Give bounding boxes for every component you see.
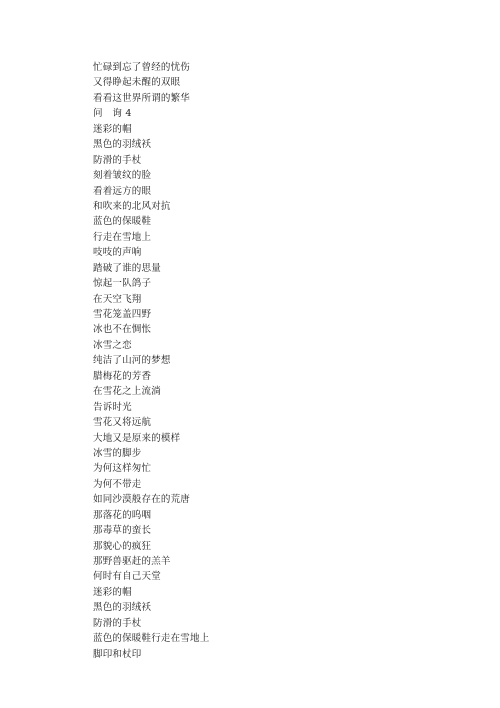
- poem-line: 告诉时光: [93, 401, 132, 413]
- poem-line: 冰雪的脚步: [93, 447, 142, 459]
- poem-line: 蓝色的保暖鞋: [93, 216, 152, 228]
- poem-line: 踏破了谁的思量: [93, 262, 161, 274]
- poem-line: 黑色的羽绒袄: [93, 602, 152, 614]
- poem-body: [93, 60, 453, 662]
- poem-line: 迷彩的帽: [93, 123, 132, 135]
- poem-heading: 问 询 4: [93, 108, 132, 120]
- poem-line: 那落花的呜咽: [93, 509, 152, 521]
- poem-line: 防滑的手杖: [93, 154, 142, 166]
- poem-line: 那貌心的疯狂: [93, 540, 152, 552]
- poem-line: 惊起一队鸽子: [93, 278, 152, 290]
- poem-line: 在雪花之上流淌: [93, 386, 161, 398]
- poem-line: 和吹来的北风对抗: [93, 200, 171, 212]
- poem-line: 大地又是原来的模样: [93, 432, 181, 444]
- poem-line: 腊梅花的芳香: [93, 370, 152, 382]
- poem-line: 为何不带走: [93, 478, 142, 490]
- poem-line: 防滑的手杖: [93, 617, 142, 629]
- poem-line: 那野兽驱赶的羔羊: [93, 556, 171, 567]
- poem-line: 那毒草的蛮长: [93, 525, 152, 537]
- poem-line: 冰也不在惆怅: [93, 324, 152, 336]
- poem-line: 迷彩的帽: [93, 586, 132, 598]
- poem-line: 又得睁起未醒的双眼: [93, 77, 181, 89]
- poem-line: 在天空飞翔: [93, 293, 142, 305]
- poem-line: 行走在雪地上: [93, 231, 152, 243]
- poem-line: 脚印和杖印: [93, 648, 142, 660]
- poem-line: 何时有自己天堂: [93, 571, 161, 583]
- poem-line: 刻着皱纹的脸: [93, 170, 152, 182]
- poem-line: 忙碌到忘了曾经的忧伤: [93, 62, 191, 73]
- poem-line: 看着远方的眼: [93, 185, 152, 197]
- poem-line: 雪花笼盖四野: [93, 309, 152, 320]
- poem-line: 为何这样匆忙: [93, 463, 152, 475]
- poem-line: 吱吱的声响: [93, 247, 142, 259]
- poem-line: 黑色的羽绒袄: [93, 139, 152, 151]
- poem-line: 如同沙漠般存在的荒唐: [93, 494, 191, 506]
- poem-line: 冰雪之恋: [93, 339, 132, 351]
- poem-line: 纯洁了山河的梦想: [93, 355, 171, 367]
- poem-line: 看看这世界所谓的繁华: [93, 92, 191, 104]
- poem-line: 蓝色的保暖鞋行走在雪地上: [93, 633, 210, 645]
- poem-line: 雪花又将远航: [93, 417, 152, 429]
